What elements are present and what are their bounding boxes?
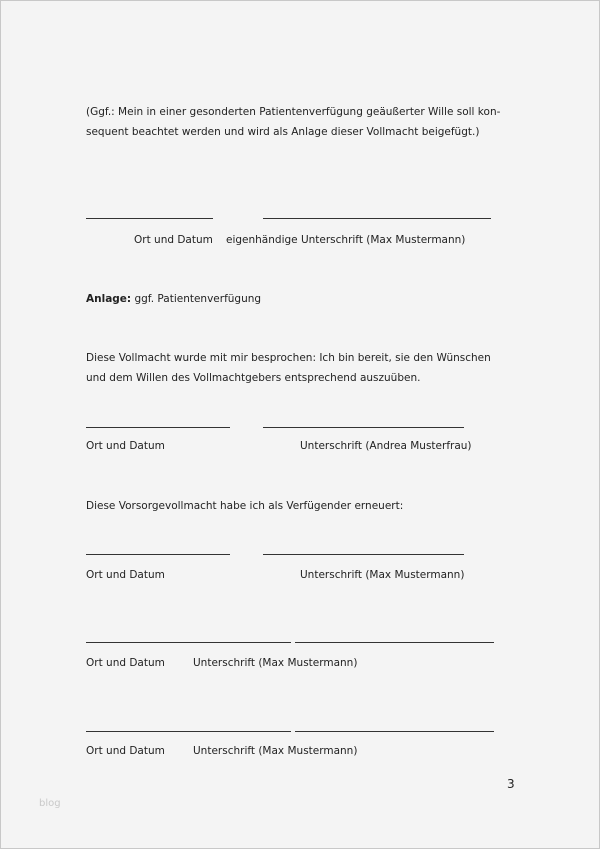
place-date-line	[86, 642, 291, 643]
signature-label: eigenhändige Unterschrift (Max Mustermann)	[226, 234, 466, 246]
attachment-value: ggf. Patientenverfügung	[134, 293, 262, 305]
signature-line	[263, 554, 464, 555]
signature-label: Unterschrift (Max Mustermann)	[300, 569, 465, 581]
place-date-label: Ort und Datum	[86, 657, 165, 669]
signature-line	[295, 642, 494, 643]
signature-line	[295, 731, 494, 732]
signature-line	[263, 218, 491, 219]
signature-line	[263, 427, 464, 428]
place-date-label: Ort und Datum	[134, 234, 213, 246]
page-number: 3	[507, 777, 515, 791]
signature-label: Unterschrift (Max Mustermann)	[193, 745, 358, 757]
place-date-line	[86, 731, 291, 732]
place-date-label: Ort und Datum	[86, 440, 165, 452]
place-date-line	[86, 427, 230, 428]
place-date-line	[86, 218, 213, 219]
signature-label: Unterschrift (Andrea Musterfrau)	[300, 440, 472, 452]
agent-statement-line-2: und dem Willen des Vollmachtgebers entsprechend auszuüben.	[86, 372, 421, 384]
intro-line-2: sequent beachtet werden und wird als Anlage dieser Vollmacht beigefügt.)	[86, 126, 480, 138]
watermark: blog	[39, 798, 61, 809]
place-date-label: Ort und Datum	[86, 569, 165, 581]
renewal-text: Diese Vorsorgevollmacht habe ich als Verfügender erneuert:	[86, 500, 404, 512]
place-date-line	[86, 554, 230, 555]
attachment-label: Anlage:	[86, 293, 132, 305]
signature-label: Unterschrift (Max Mustermann)	[193, 657, 358, 669]
place-date-label: Ort und Datum	[86, 745, 165, 757]
attachment	[86, 293, 261, 306]
agent-statement-line-1: Diese Vollmacht wurde mit mir besprochen: Ich bin bereit, sie den Wünschen	[86, 352, 491, 364]
intro-line-1: (Ggf.: Mein in einer gesonderten Patientenverfügung geäußerter Wille soll kon-	[86, 106, 501, 118]
